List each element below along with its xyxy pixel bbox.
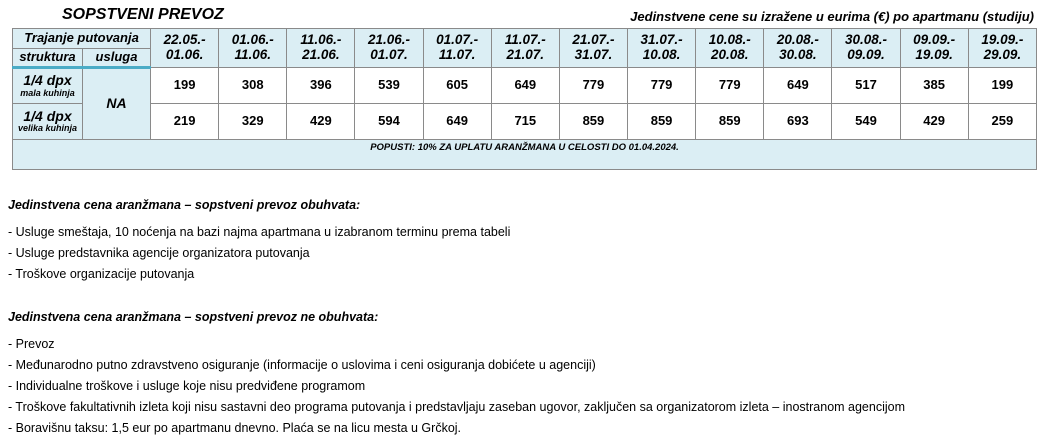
period-header: 11.06.- 21.06. xyxy=(287,29,355,68)
period-header: 01.06.- 11.06. xyxy=(219,29,287,68)
service-cell: NA xyxy=(83,68,151,140)
period-header: 11.07.- 21.07. xyxy=(491,29,559,68)
trajanje-header: Trajanje putovanja xyxy=(13,29,151,49)
excludes-section xyxy=(8,310,905,439)
excludes-title: Jedinstvena cena aranžmana – sopstveni prevoz ne obuhvata: xyxy=(8,310,379,324)
price-cell: 329 xyxy=(219,104,287,140)
list-item: - Individualne troškove i usluge koje nisu predviđene programom xyxy=(8,379,366,393)
price-cell: 396 xyxy=(287,68,355,104)
row-label: 1/4 dpx mala kuhinja xyxy=(13,68,83,104)
price-cell: 517 xyxy=(832,68,900,104)
price-cell: 308 xyxy=(219,68,287,104)
period-header: 10.08.- 20.08. xyxy=(696,29,764,68)
price-cell: 199 xyxy=(968,68,1036,104)
usluga-header: usluga xyxy=(83,49,151,68)
discount-row xyxy=(13,140,1037,170)
price-cell: 779 xyxy=(559,68,627,104)
period-header: 30.08.- 09.09. xyxy=(832,29,900,68)
price-cell: 429 xyxy=(287,104,355,140)
row-label: 1/4 dpx velika kuhinja xyxy=(13,104,83,140)
struktura-header: struktura xyxy=(13,49,83,68)
price-cell: 649 xyxy=(423,104,491,140)
list-item: - Troškove fakultativnih izleta koji nisu sastavni deo programa putovanja i predstavljaju zaseban ugovor, zaključen sa organizatorom izleta – inostranom agencijom xyxy=(8,400,906,414)
period-header: 09.09.- 19.09. xyxy=(900,29,968,68)
price-cell: 385 xyxy=(900,68,968,104)
list-item: - Usluge predstavnika agencije organizatora putovanja xyxy=(8,246,310,260)
price-cell: 429 xyxy=(900,104,968,140)
table-row xyxy=(13,68,1037,104)
price-cell: 649 xyxy=(764,68,832,104)
price-cell: 859 xyxy=(559,104,627,140)
discount-note: POPUSTI: 10% ZA UPLATU ARANŽMANA U CELOSTI DO 01.04.2024. xyxy=(13,140,1037,170)
period-header: 19.09.- 29.09. xyxy=(968,29,1036,68)
includes-list xyxy=(8,222,510,285)
list-item: - Boravišnu taksu: 1,5 eur po apartmanu dnevno. Plaća se na licu mesta u Grčkoj. xyxy=(8,421,462,435)
period-header: 22.05.- 01.06. xyxy=(151,29,219,68)
currency-note: Jedinstvene cene su izražene u eurima (€) po apartmanu (studiju) xyxy=(630,9,1034,24)
price-cell: 539 xyxy=(355,68,423,104)
price-cell: 859 xyxy=(696,104,764,140)
table-row xyxy=(13,104,1037,140)
list-item: - Prevoz xyxy=(8,337,55,351)
price-cell: 199 xyxy=(151,68,219,104)
period-header: 31.07.- 10.08. xyxy=(628,29,696,68)
price-cell: 259 xyxy=(968,104,1036,140)
period-header: 01.07.- 11.07. xyxy=(423,29,491,68)
price-cell: 779 xyxy=(696,68,764,104)
includes-section xyxy=(8,198,510,285)
price-cell: 549 xyxy=(832,104,900,140)
price-cell: 594 xyxy=(355,104,423,140)
header-row-1 xyxy=(13,29,1037,49)
includes-title: Jedinstvena cena aranžmana – sopstveni prevoz obuhvata: xyxy=(8,198,361,212)
period-header: 21.06.- 01.07. xyxy=(355,29,423,68)
list-item: - Međunarodno putno zdravstveno osiguranje (informacije o uslovima i ceni osiguranja dobićete u agenciji) xyxy=(8,358,596,372)
price-cell: 779 xyxy=(628,68,696,104)
price-cell: 859 xyxy=(628,104,696,140)
price-table xyxy=(12,28,1037,170)
price-cell: 605 xyxy=(423,68,491,104)
period-header: 21.07.- 31.07. xyxy=(559,29,627,68)
period-header: 20.08.- 30.08. xyxy=(764,29,832,68)
price-cell: 649 xyxy=(491,68,559,104)
page-title: SOPSTVENI PREVOZ xyxy=(62,6,224,23)
price-cell: 693 xyxy=(764,104,832,140)
price-cell: 219 xyxy=(151,104,219,140)
list-item: - Usluge smeštaja, 10 noćenja na bazi najma apartmana u izabranom terminu prema tabeli xyxy=(8,225,511,239)
price-cell: 715 xyxy=(491,104,559,140)
excludes-list xyxy=(8,334,905,439)
list-item: - Troškove organizacije putovanja xyxy=(8,267,195,281)
